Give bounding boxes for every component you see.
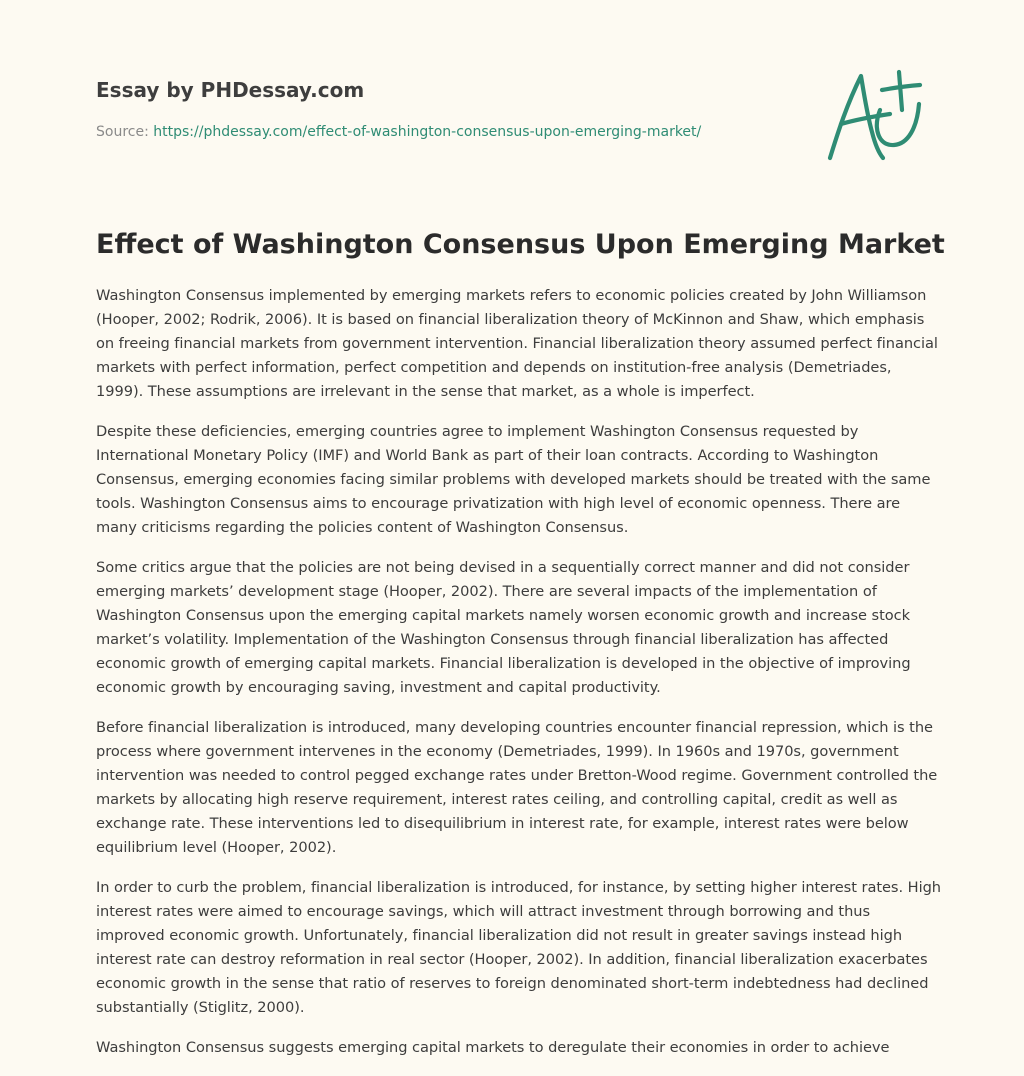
essay-paragraph: Before financial liberalization is introduced, many developing countries encounter financial repression, which is the process where government intervenes in the economy (Demetriades, 1999). In 1960s and 1970s, government intervention was needed to control pegged exchange rates under Bretton-Wood regime. Government controlled the markets by allocating high reserve requirement, interest rates ceiling, and controlling capital, credit as well as exchange rate. These interventions led to disequilibrium in interest rate, for example, interest rates were below equilibrium level (Hooper, 2002).	[96, 719, 938, 856]
essay-body	[96, 284, 942, 1076]
source-link[interactable]: https://phdessay.com/effect-of-washington-consensus-upon-emerging-market/	[153, 124, 702, 140]
essay-paragraph: Washington Consensus suggests emerging capital markets to deregulate their economies in order to achieve	[96, 1039, 890, 1056]
essay-title: Effect of Washington Consensus Upon Emerging Market	[96, 229, 945, 260]
essay-paragraph: Washington Consensus implemented by emerging markets refers to economic policies created by John Williamson (Hooper, 2002; Rodrik, 2006). It is based on financial liberalization theory of McKinnon and Shaw, which emphasis on freeing financial markets from government intervention. Financial liberalization theory assumed perfect financial markets with perfect information, perfect competition and depends on institution-free analysis (Demetriades, 1999). These assumptions are irrelevant in the sense that market, as a whole is imperfect.	[96, 287, 938, 400]
source-line	[96, 124, 701, 140]
essay-paragraph: Despite these deficiencies, emerging countries agree to implement Washington Consensus requested by International Monetary Policy (IMF) and World Bank as part of their loan contracts. According to Washington Consensus, emerging economies facing similar problems with developed markets should be treated with the same tools. Washington Consensus aims to encourage privatization with high level of economic openness. There are many criticisms regarding the policies content of Washington Consensus.	[96, 423, 931, 536]
essay-paragraph: In order to curb the problem, financial liberalization is introduced, for instance, by setting higher interest rates. High interest rates were aimed to encourage savings, which will attract investment through borrowing and thus improved economic growth. Unfortunately, financial liberalization did not result in greater savings instead high interest rate can destroy reformation in real sector (Hooper, 2002). In addition, financial liberalization exacerbates economic growth in the sense that ratio of reserves to foreign denominated short-term indebtedness had declined substantially (Stiglitz, 2000).	[96, 879, 942, 1016]
a-plus-grade-icon	[820, 66, 930, 166]
source-label: Source:	[96, 124, 154, 140]
site-brand: Essay by PHDessay.com	[96, 78, 365, 102]
essay-paragraph: Some critics argue that the policies are not being devised in a sequentially correct manner and did not consider emerging markets’ development stage (Hooper, 2002). There are several impacts of the implementation of Washington Consensus upon the emerging capital markets namely worsen economic growth and increase stock market’s volatility. Implementation of the Washington Consensus through financial liberalization has affected economic growth of emerging capital markets. Financial liberalization is developed in the objective of improving economic growth by encouraging saving, investment and capital productivity.	[96, 559, 911, 696]
